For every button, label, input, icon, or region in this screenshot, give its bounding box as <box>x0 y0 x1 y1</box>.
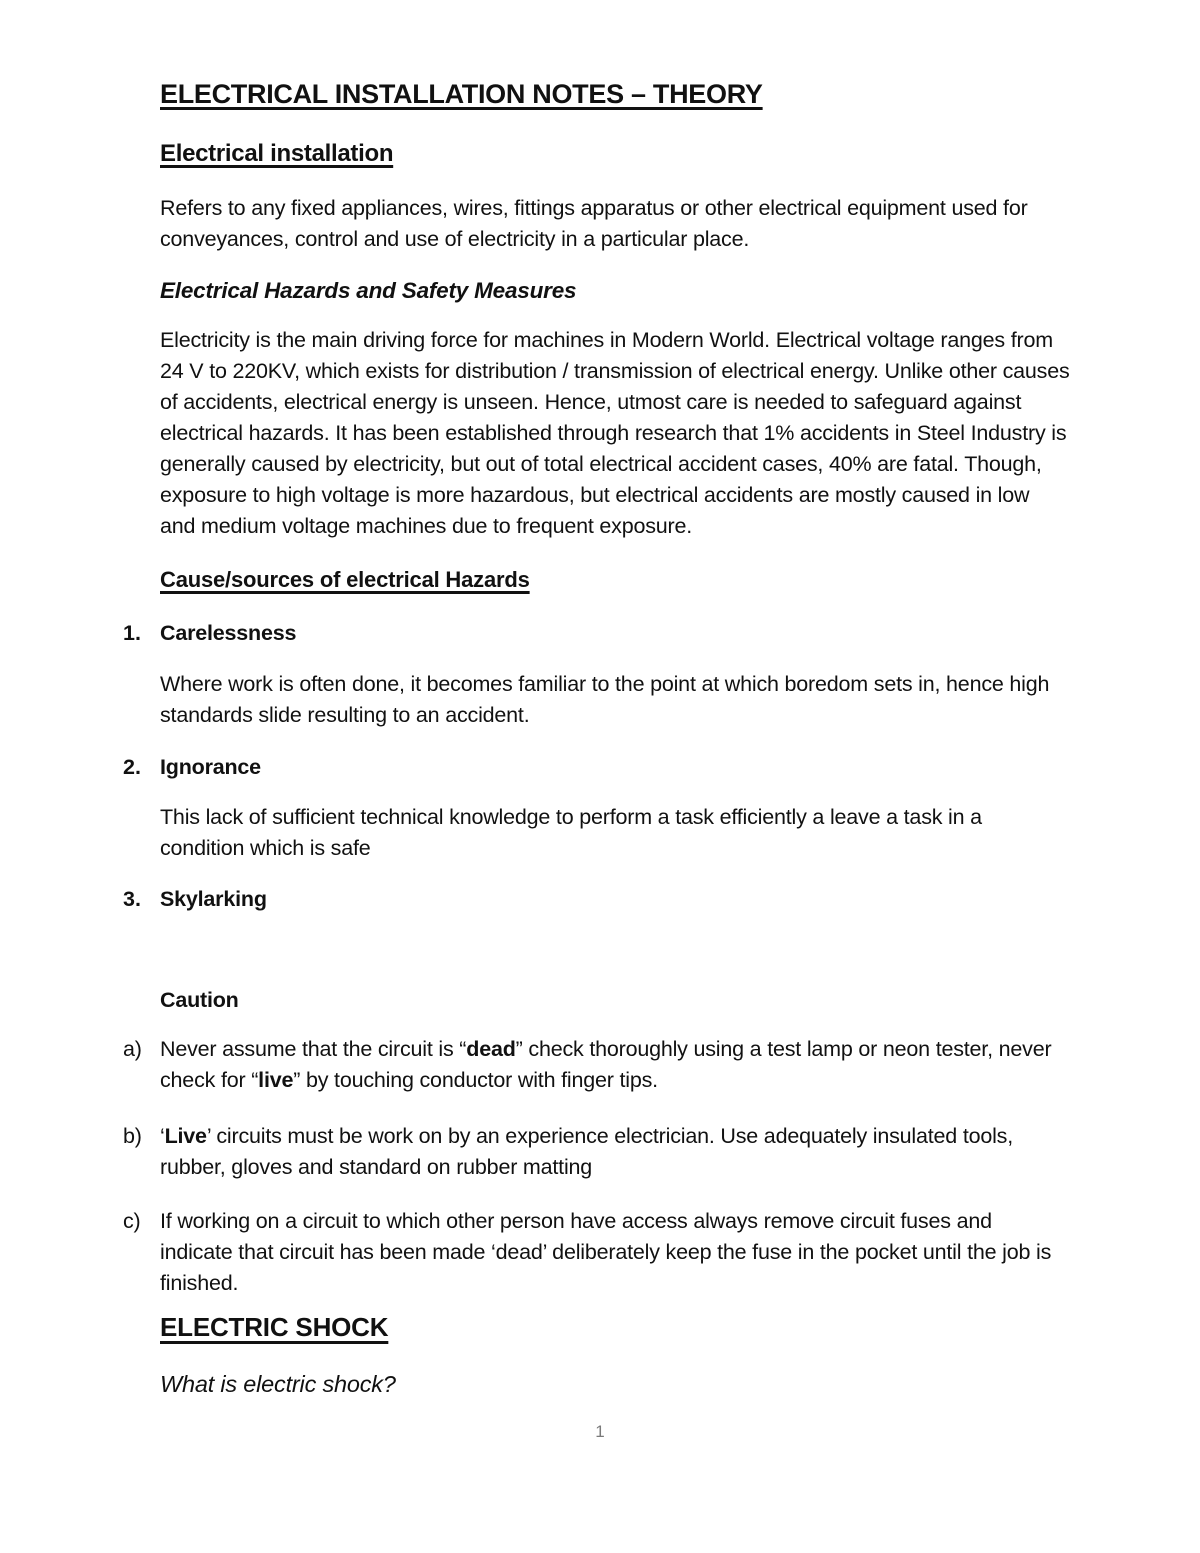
cause-item-skylarking <box>123 884 1070 914</box>
caution-item-b <box>123 1121 1070 1183</box>
list-number: 2. <box>123 755 141 779</box>
caution-text-bold: Live <box>164 1124 207 1148</box>
caution-text-segment: Never assume that the circuit is “ <box>160 1037 467 1061</box>
list-number: 1. <box>123 621 141 645</box>
caution-text-bold: dead <box>466 1037 516 1061</box>
list-letter: a) <box>123 1037 142 1061</box>
caution-item-c <box>123 1206 1070 1299</box>
page-number: 1 <box>595 1422 605 1441</box>
heading-caution: Caution <box>160 988 239 1012</box>
heading-electric-shock: ELECTRIC SHOCK <box>160 1312 389 1342</box>
cause-item-ignorance <box>123 752 1070 864</box>
cause-item-title: Ignorance <box>160 755 261 779</box>
paragraph-hazards: Electricity is the main driving force for machines in Modern World. Electrical voltage ranges from 24 V to 220KV, which exists for distribution / transmission of electrical energy. Unlike other causes of accidents, electrical energy is unseen. Hence, utmost care is needed to safeguard against electrical hazards. It has been established through research that 1% accidents in Steel Industry is generally caused by electricity, but out of total electrical accident cases, 40% are fatal. Though, exposure to high voltage is more hazardous, but electrical accidents are mostly caused in low and medium voltage machines due to frequent exposure. <box>160 328 1070 538</box>
caution-text-segment: ‘ <box>160 1124 165 1148</box>
caution-text-segment: ” check thoroughly using a test lamp or neon tester, never check for “ <box>160 1037 1052 1092</box>
heading-hazards-safety-measures: Electrical Hazards and Safety Measures <box>160 278 577 303</box>
cause-item-title: Carelessness <box>160 621 297 645</box>
caution-text-segment: ” by touching conductor with finger tips. <box>293 1068 658 1092</box>
paragraph-electrical-installation: Refers to any fixed appliances, wires, fittings apparatus or other electrical equipment used for conveyances, control and use of electricity in a particular place. <box>160 196 1028 251</box>
heading-electrical-installation: Electrical installation <box>160 140 394 167</box>
heading-causes-of-hazards: Cause/sources of electrical Hazards <box>160 567 530 592</box>
cause-item-title: Skylarking <box>160 887 267 911</box>
question-electric-shock: What is electric shock? <box>160 1371 396 1397</box>
list-number: 3. <box>123 887 141 911</box>
document-title: ELECTRICAL INSTALLATION NOTES – THEORY <box>160 79 763 109</box>
caution-item-a <box>123 1034 1070 1096</box>
caution-text-segment: ’ circuits must be work on by an experience electrician. Use adequately insulated tools, rubber, gloves and standard on rubber matting <box>160 1124 1014 1179</box>
cause-item-carelessness <box>123 618 1070 731</box>
list-letter: b) <box>123 1124 142 1148</box>
cause-item-body: This lack of sufficient technical knowledge to perform a task efficiently a leave a task in a condition which is safe <box>160 805 982 860</box>
cause-item-body: Where work is often done, it becomes familiar to the point at which boredom sets in, hence high standards slide resulting to an accident. <box>160 672 1050 727</box>
list-letter: c) <box>123 1209 141 1233</box>
caution-text-bold: live <box>258 1068 294 1092</box>
caution-text-segment: If working on a circuit to which other person have access always remove circuit fuses and indicate that circuit has been made ‘dead’ deliberately keep the fuse in the pocket until the job is finished. <box>160 1209 1052 1295</box>
